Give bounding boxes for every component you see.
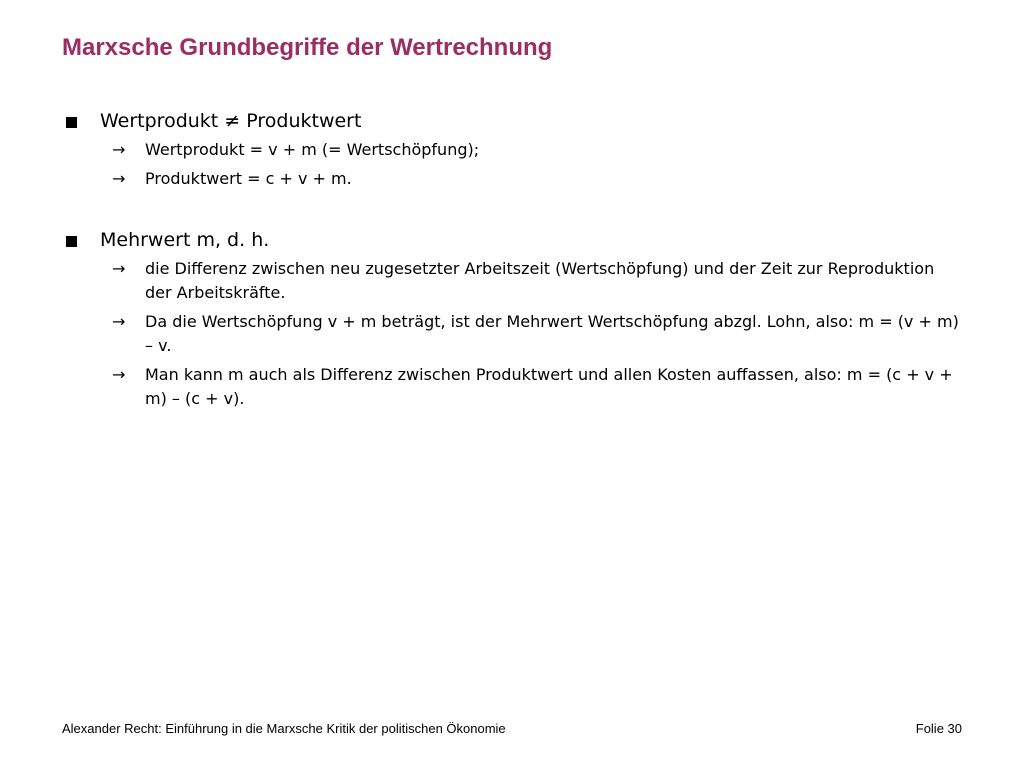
arrow-right-icon: → bbox=[112, 312, 126, 331]
bullet-item bbox=[62, 106, 962, 191]
sub-item-text: Man kann m auch als Differenz zwischen Produktwert und allen Kosten auffassen, also: m = (c + v + m) – (c + v). bbox=[145, 365, 953, 408]
sub-item bbox=[62, 167, 962, 191]
sub-item-text: Da die Wertschöpfung v + m beträgt, ist der Mehrwert Wertschöpfung abzgl. Lohn, also: m = (v + m) – v. bbox=[145, 312, 959, 355]
slide-content bbox=[62, 106, 962, 416]
sub-item-text: Produktwert = c + v + m. bbox=[145, 169, 352, 188]
arrow-right-icon: → bbox=[112, 259, 126, 278]
sub-item-text: die Differenz zwischen neu zugesetzter Arbeitszeit (Wertschöpfung) und der Zeit zur Reproduktion der Arbeitskräfte. bbox=[145, 259, 935, 302]
footer-source: Alexander Recht: Einführung in die Marxsche Kritik der politischen Ökonomie bbox=[62, 721, 506, 736]
bullet-row bbox=[62, 225, 962, 255]
square-bullet-icon bbox=[66, 236, 77, 247]
sub-list bbox=[62, 257, 962, 411]
arrow-right-icon: → bbox=[112, 365, 126, 384]
sub-item-text: Wertprodukt = v + m (= Wertschöpfung); bbox=[145, 140, 480, 159]
sub-item bbox=[62, 363, 962, 411]
arrow-right-icon: → bbox=[112, 169, 126, 188]
bullet-item bbox=[62, 225, 962, 411]
arrow-right-icon: → bbox=[112, 140, 126, 159]
bullet-text: Mehrwert m, d. h. bbox=[100, 229, 270, 251]
sub-list bbox=[62, 138, 962, 191]
bullet-row bbox=[62, 106, 962, 136]
footer-page-number: Folie 30 bbox=[915, 721, 962, 736]
sub-item bbox=[62, 310, 962, 358]
sub-item bbox=[62, 138, 962, 162]
sub-item bbox=[62, 257, 962, 305]
square-bullet-icon bbox=[66, 117, 77, 128]
slide-title: Marxsche Grundbegriffe der Wertrechnung bbox=[62, 34, 553, 61]
bullet-text: Wertprodukt ≠ Produktwert bbox=[100, 110, 362, 132]
